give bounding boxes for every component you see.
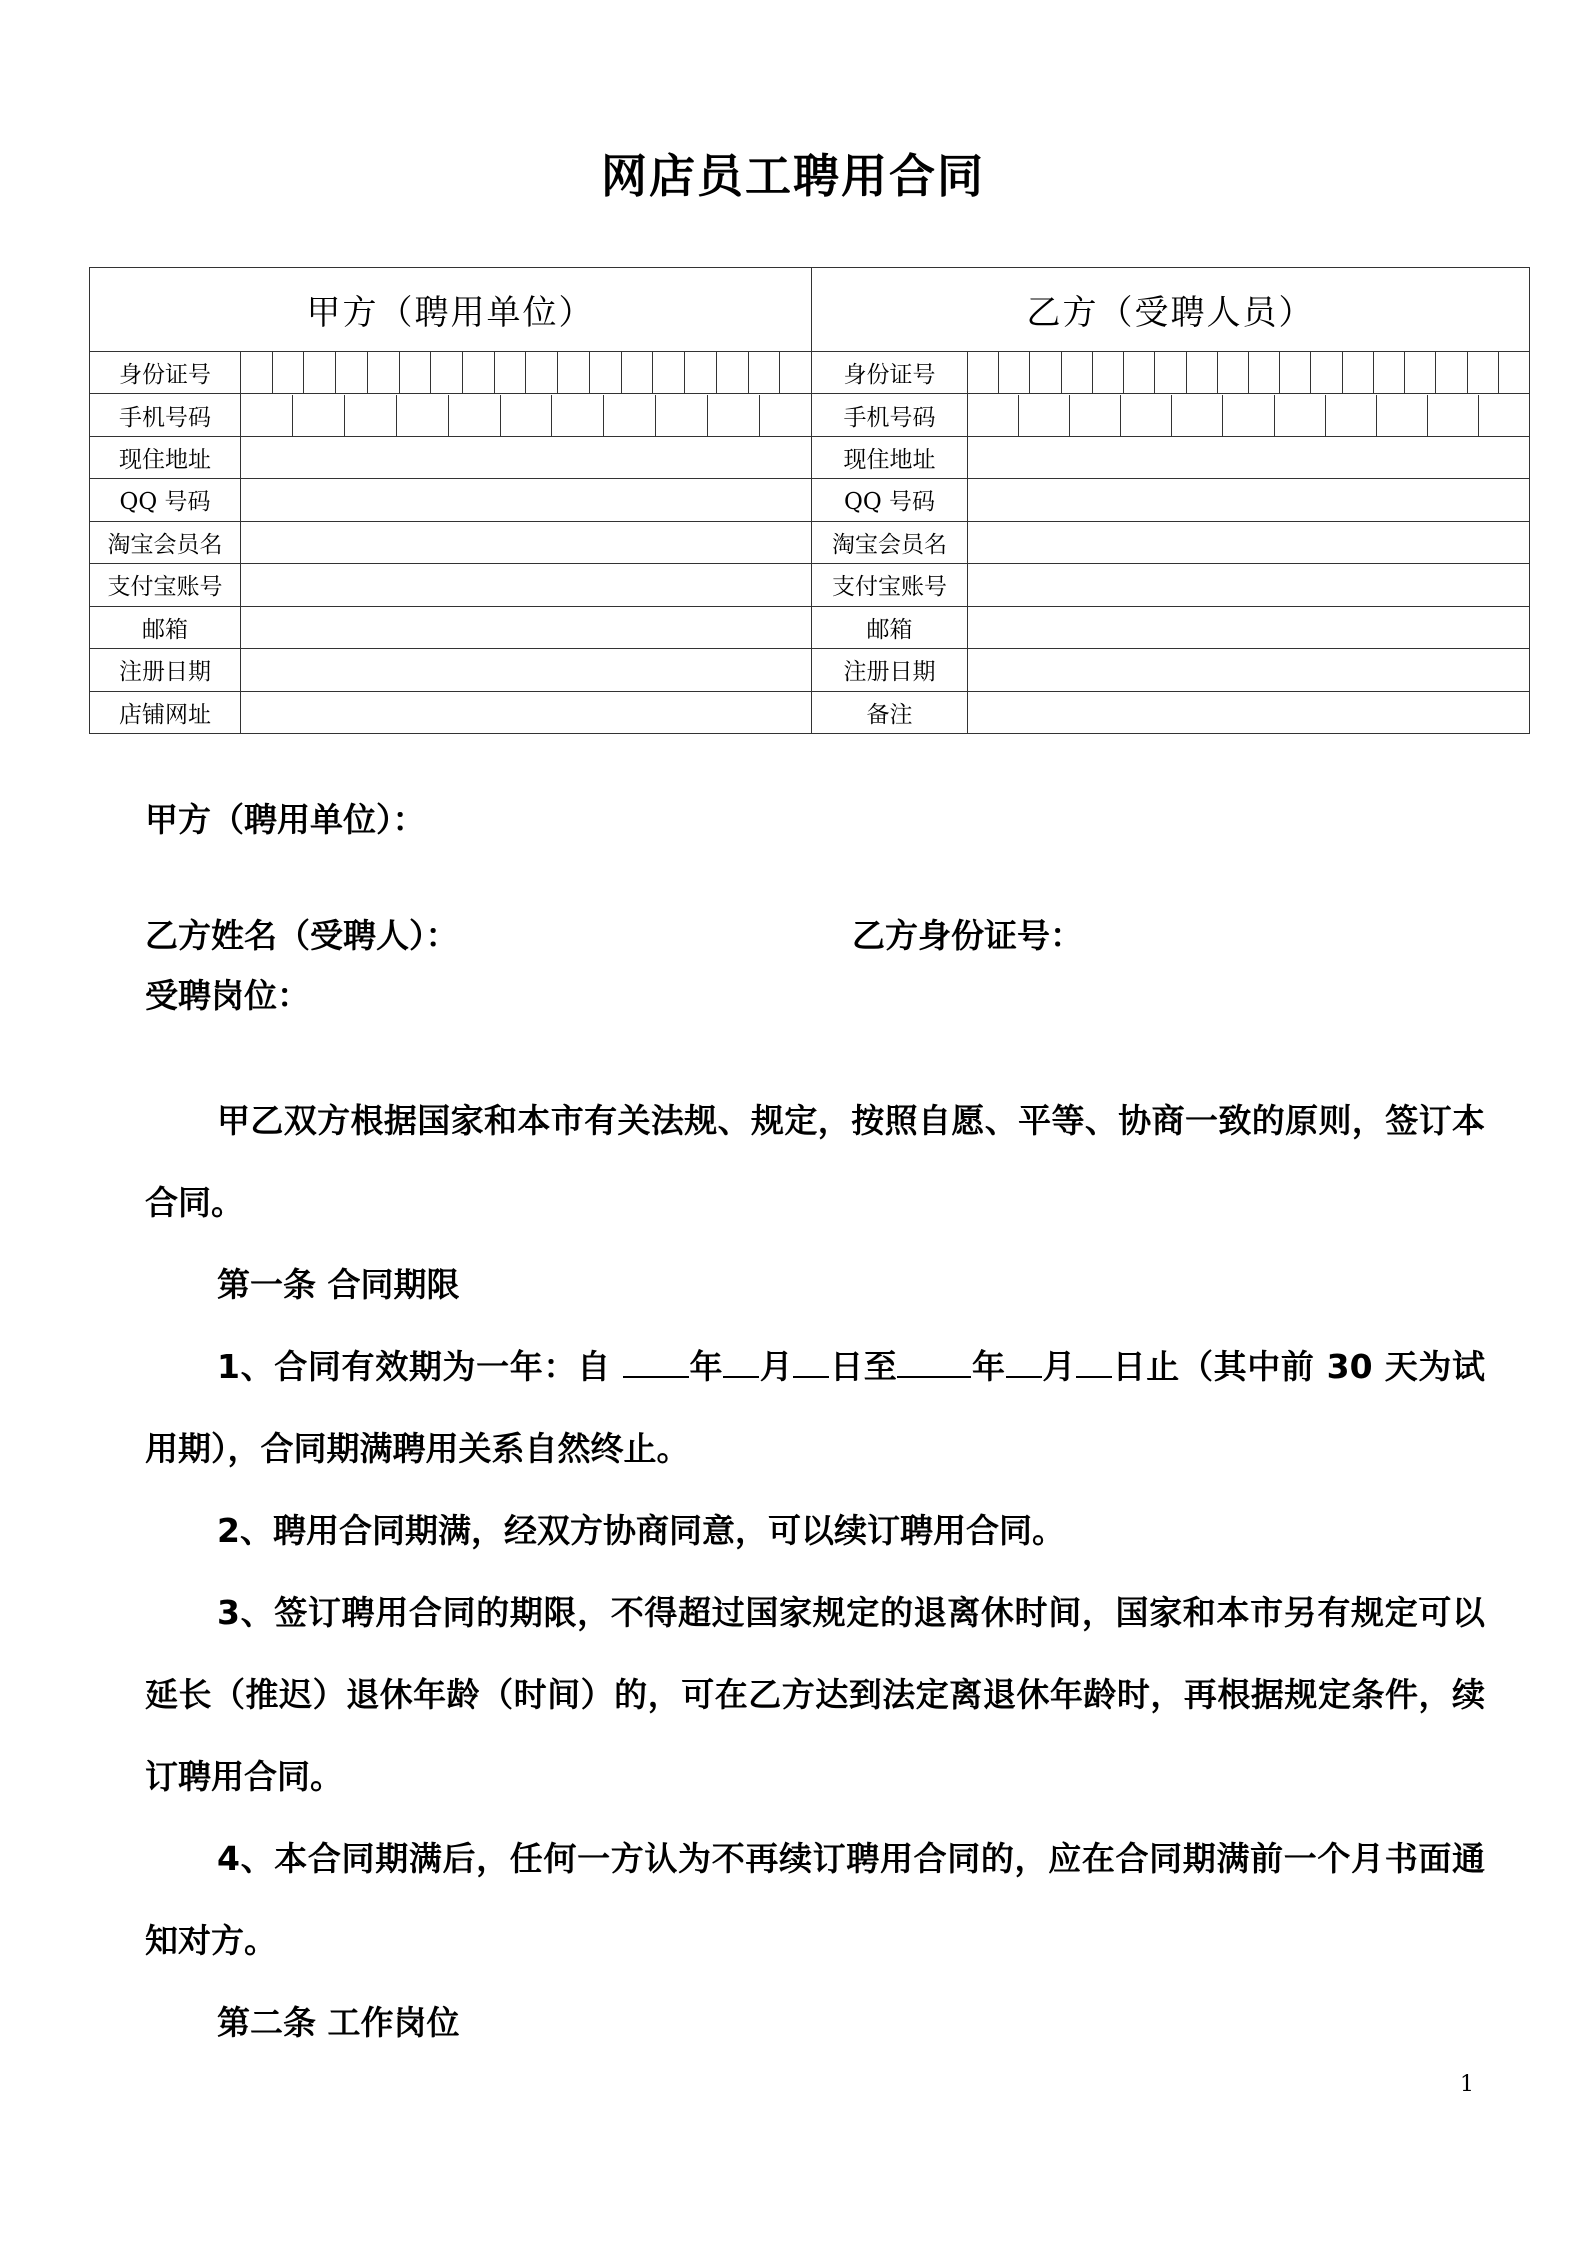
- blank-month2[interactable]: [1006, 1346, 1042, 1378]
- id-digit-box[interactable]: [1154, 352, 1185, 393]
- label-a-qq: QQ 号码: [90, 479, 241, 521]
- label-a-taobao: 淘宝会员名: [90, 521, 241, 563]
- id-digit-box[interactable]: [1123, 352, 1154, 393]
- party-a-address-cell[interactable]: [241, 436, 812, 478]
- party-b-taobao-cell[interactable]: [968, 521, 1530, 563]
- id-digit-box[interactable]: [1310, 352, 1341, 393]
- id-digit-box[interactable]: [399, 352, 431, 393]
- id-digit-box[interactable]: [1467, 352, 1498, 393]
- phone-digit-box[interactable]: [1376, 395, 1427, 436]
- party-a-header: 甲方（聘用单位）: [90, 268, 812, 352]
- blank-day2[interactable]: [1076, 1346, 1112, 1378]
- id-digit-box[interactable]: [272, 352, 304, 393]
- label-b-alipay: 支付宝账号: [812, 564, 968, 606]
- id-digit-box[interactable]: [684, 352, 716, 393]
- id-digit-box[interactable]: [779, 352, 811, 393]
- label-b-regdate: 注册日期: [812, 649, 968, 691]
- position-field: 受聘岗位：: [145, 976, 310, 1015]
- item1-year1: 年: [688, 1347, 724, 1386]
- article1-title: 第一条 合同期限: [217, 1265, 460, 1304]
- label-a-id: 身份证号: [90, 351, 241, 393]
- party-a-qq-cell[interactable]: [241, 479, 812, 521]
- id-digit-box[interactable]: [1248, 352, 1279, 393]
- id-digit-box[interactable]: [1092, 352, 1123, 393]
- party-b-id-boxes[interactable]: [968, 351, 1530, 393]
- id-digit-box[interactable]: [1342, 352, 1373, 393]
- phone-digit-box[interactable]: [448, 395, 500, 436]
- label-b-phone: 手机号码: [812, 394, 968, 436]
- phone-digit-box[interactable]: [968, 395, 1018, 436]
- blank-year2[interactable]: [897, 1346, 971, 1378]
- id-digit-box[interactable]: [462, 352, 494, 393]
- item1-year2: 年: [971, 1347, 1006, 1386]
- phone-digit-box[interactable]: [1478, 395, 1529, 436]
- phone-digit-box[interactable]: [1069, 395, 1120, 436]
- phone-digit-box[interactable]: [1171, 395, 1222, 436]
- id-digit-box[interactable]: [652, 352, 684, 393]
- blank-year1[interactable]: [623, 1346, 689, 1378]
- label-a-address: 现住地址: [90, 436, 241, 478]
- phone-digit-box[interactable]: [707, 395, 759, 436]
- phone-digit-box[interactable]: [759, 395, 811, 436]
- id-digit-box[interactable]: [525, 352, 557, 393]
- id-digit-box[interactable]: [1373, 352, 1404, 393]
- phone-digit-box[interactable]: [1120, 395, 1171, 436]
- phone-digit-box[interactable]: [1222, 395, 1273, 436]
- label-a-regdate: 注册日期: [90, 649, 241, 691]
- item1-paragraph: [145, 1326, 1485, 1490]
- id-digit-box[interactable]: [430, 352, 462, 393]
- id-digit-box[interactable]: [748, 352, 780, 393]
- document-title: 网店员工聘用合同: [601, 149, 985, 203]
- blank-month1[interactable]: [723, 1346, 759, 1378]
- party-a-id-boxes[interactable]: [241, 351, 812, 393]
- party-b-header: 乙方（受聘人员）: [812, 268, 1530, 352]
- party-b-remarks-cell[interactable]: [968, 691, 1530, 733]
- item2-paragraph: 2、聘用合同期满，经双方协商同意，可以续订聘用合同。: [217, 1511, 1065, 1550]
- party-b-name-field: 乙方姓名（受聘人）：: [145, 916, 459, 955]
- party-a-email-cell[interactable]: [241, 606, 812, 648]
- party-b-alipay-cell[interactable]: [968, 564, 1530, 606]
- id-digit-box[interactable]: [335, 352, 367, 393]
- info-table: [89, 267, 1530, 734]
- item1-day1-to: 日至: [829, 1347, 898, 1386]
- label-b-qq: QQ 号码: [812, 479, 968, 521]
- id-digit-box[interactable]: [1498, 352, 1529, 393]
- party-b-id-field: 乙方身份证号：: [852, 916, 1083, 955]
- item3-paragraph: 3、签订聘用合同的期限，不得超过国家规定的退离休时间，国家和本市另有规定可以延长（推迟）退休年龄（时间）的，可在乙方达到法定离退休年龄时，再根据规定条件，续订聘用合同。: [145, 1593, 1485, 1796]
- id-digit-box[interactable]: [494, 352, 526, 393]
- party-b-address-cell[interactable]: [968, 436, 1530, 478]
- blank-day1[interactable]: [793, 1346, 829, 1378]
- article2-title: 第二条 工作岗位: [217, 2003, 460, 2042]
- item1-month2: 月: [1041, 1347, 1076, 1386]
- item1-month1: 月: [759, 1347, 794, 1386]
- phone-digit-box[interactable]: [1274, 395, 1325, 436]
- id-digit-box[interactable]: [716, 352, 748, 393]
- label-b-address: 现住地址: [812, 436, 968, 478]
- id-digit-box[interactable]: [589, 352, 621, 393]
- party-a-shop-url-cell[interactable]: [241, 691, 812, 733]
- party-b-qq-cell[interactable]: [968, 479, 1530, 521]
- page-number: 1: [1460, 2072, 1474, 2097]
- id-digit-box[interactable]: [1404, 352, 1435, 393]
- phone-digit-box[interactable]: [1018, 395, 1069, 436]
- phone-digit-box[interactable]: [551, 395, 603, 436]
- id-digit-box[interactable]: [621, 352, 653, 393]
- id-digit-box[interactable]: [1217, 352, 1248, 393]
- id-digit-box[interactable]: [1435, 352, 1466, 393]
- label-b-taobao: 淘宝会员名: [812, 521, 968, 563]
- party-a-taobao-cell[interactable]: [241, 521, 812, 563]
- phone-digit-box[interactable]: [500, 395, 552, 436]
- id-digit-box[interactable]: [1186, 352, 1217, 393]
- label-a-shop-url: 店铺网址: [90, 691, 241, 733]
- party-a-regdate-cell[interactable]: [241, 649, 812, 691]
- id-digit-box[interactable]: [303, 352, 335, 393]
- id-digit-box[interactable]: [557, 352, 589, 393]
- phone-digit-box[interactable]: [603, 395, 655, 436]
- party-a-field: 甲方（聘用单位）：: [145, 800, 426, 839]
- phone-digit-box[interactable]: [396, 395, 448, 436]
- label-b-remarks: 备注: [812, 691, 968, 733]
- id-digit-box[interactable]: [968, 352, 998, 393]
- phone-digit-box[interactable]: [655, 395, 707, 436]
- item4-paragraph: 4、本合同期满后，任何一方认为不再续订聘用合同的，应在合同期满前一个月书面通知对方。: [145, 1839, 1485, 1960]
- party-b-regdate-cell[interactable]: [968, 649, 1530, 691]
- item1-text-a: 1、合同有效期为一年：自: [217, 1347, 611, 1386]
- id-digit-box[interactable]: [1061, 352, 1092, 393]
- id-digit-box[interactable]: [1279, 352, 1310, 393]
- id-digit-box[interactable]: [367, 352, 399, 393]
- party-a-phone-boxes[interactable]: [241, 394, 812, 436]
- party-b-phone-boxes[interactable]: [968, 394, 1530, 436]
- label-a-phone: 手机号码: [90, 394, 241, 436]
- intro-paragraph: 甲乙双方根据国家和本市有关法规、规定，按照自愿、平等、协商一致的原则，签订本合同。: [145, 1101, 1485, 1222]
- phone-digit-box[interactable]: [1427, 395, 1478, 436]
- phone-digit-box[interactable]: [344, 395, 396, 436]
- label-a-email: 邮箱: [90, 606, 241, 648]
- label-b-email: 邮箱: [812, 606, 968, 648]
- party-b-email-cell[interactable]: [968, 606, 1530, 648]
- label-a-alipay: 支付宝账号: [90, 564, 241, 606]
- id-digit-box[interactable]: [1029, 352, 1060, 393]
- id-digit-box[interactable]: [998, 352, 1029, 393]
- phone-digit-box[interactable]: [1325, 395, 1376, 436]
- phone-digit-box[interactable]: [292, 395, 344, 436]
- phone-digit-box[interactable]: [241, 395, 292, 436]
- id-digit-box[interactable]: [241, 352, 272, 393]
- item1-text-b: 日止（其中前 30 天为试用期），合同期满聘用关系自然终止。: [145, 1347, 1486, 1468]
- party-a-alipay-cell[interactable]: [241, 564, 812, 606]
- label-b-id: 身份证号: [812, 351, 968, 393]
